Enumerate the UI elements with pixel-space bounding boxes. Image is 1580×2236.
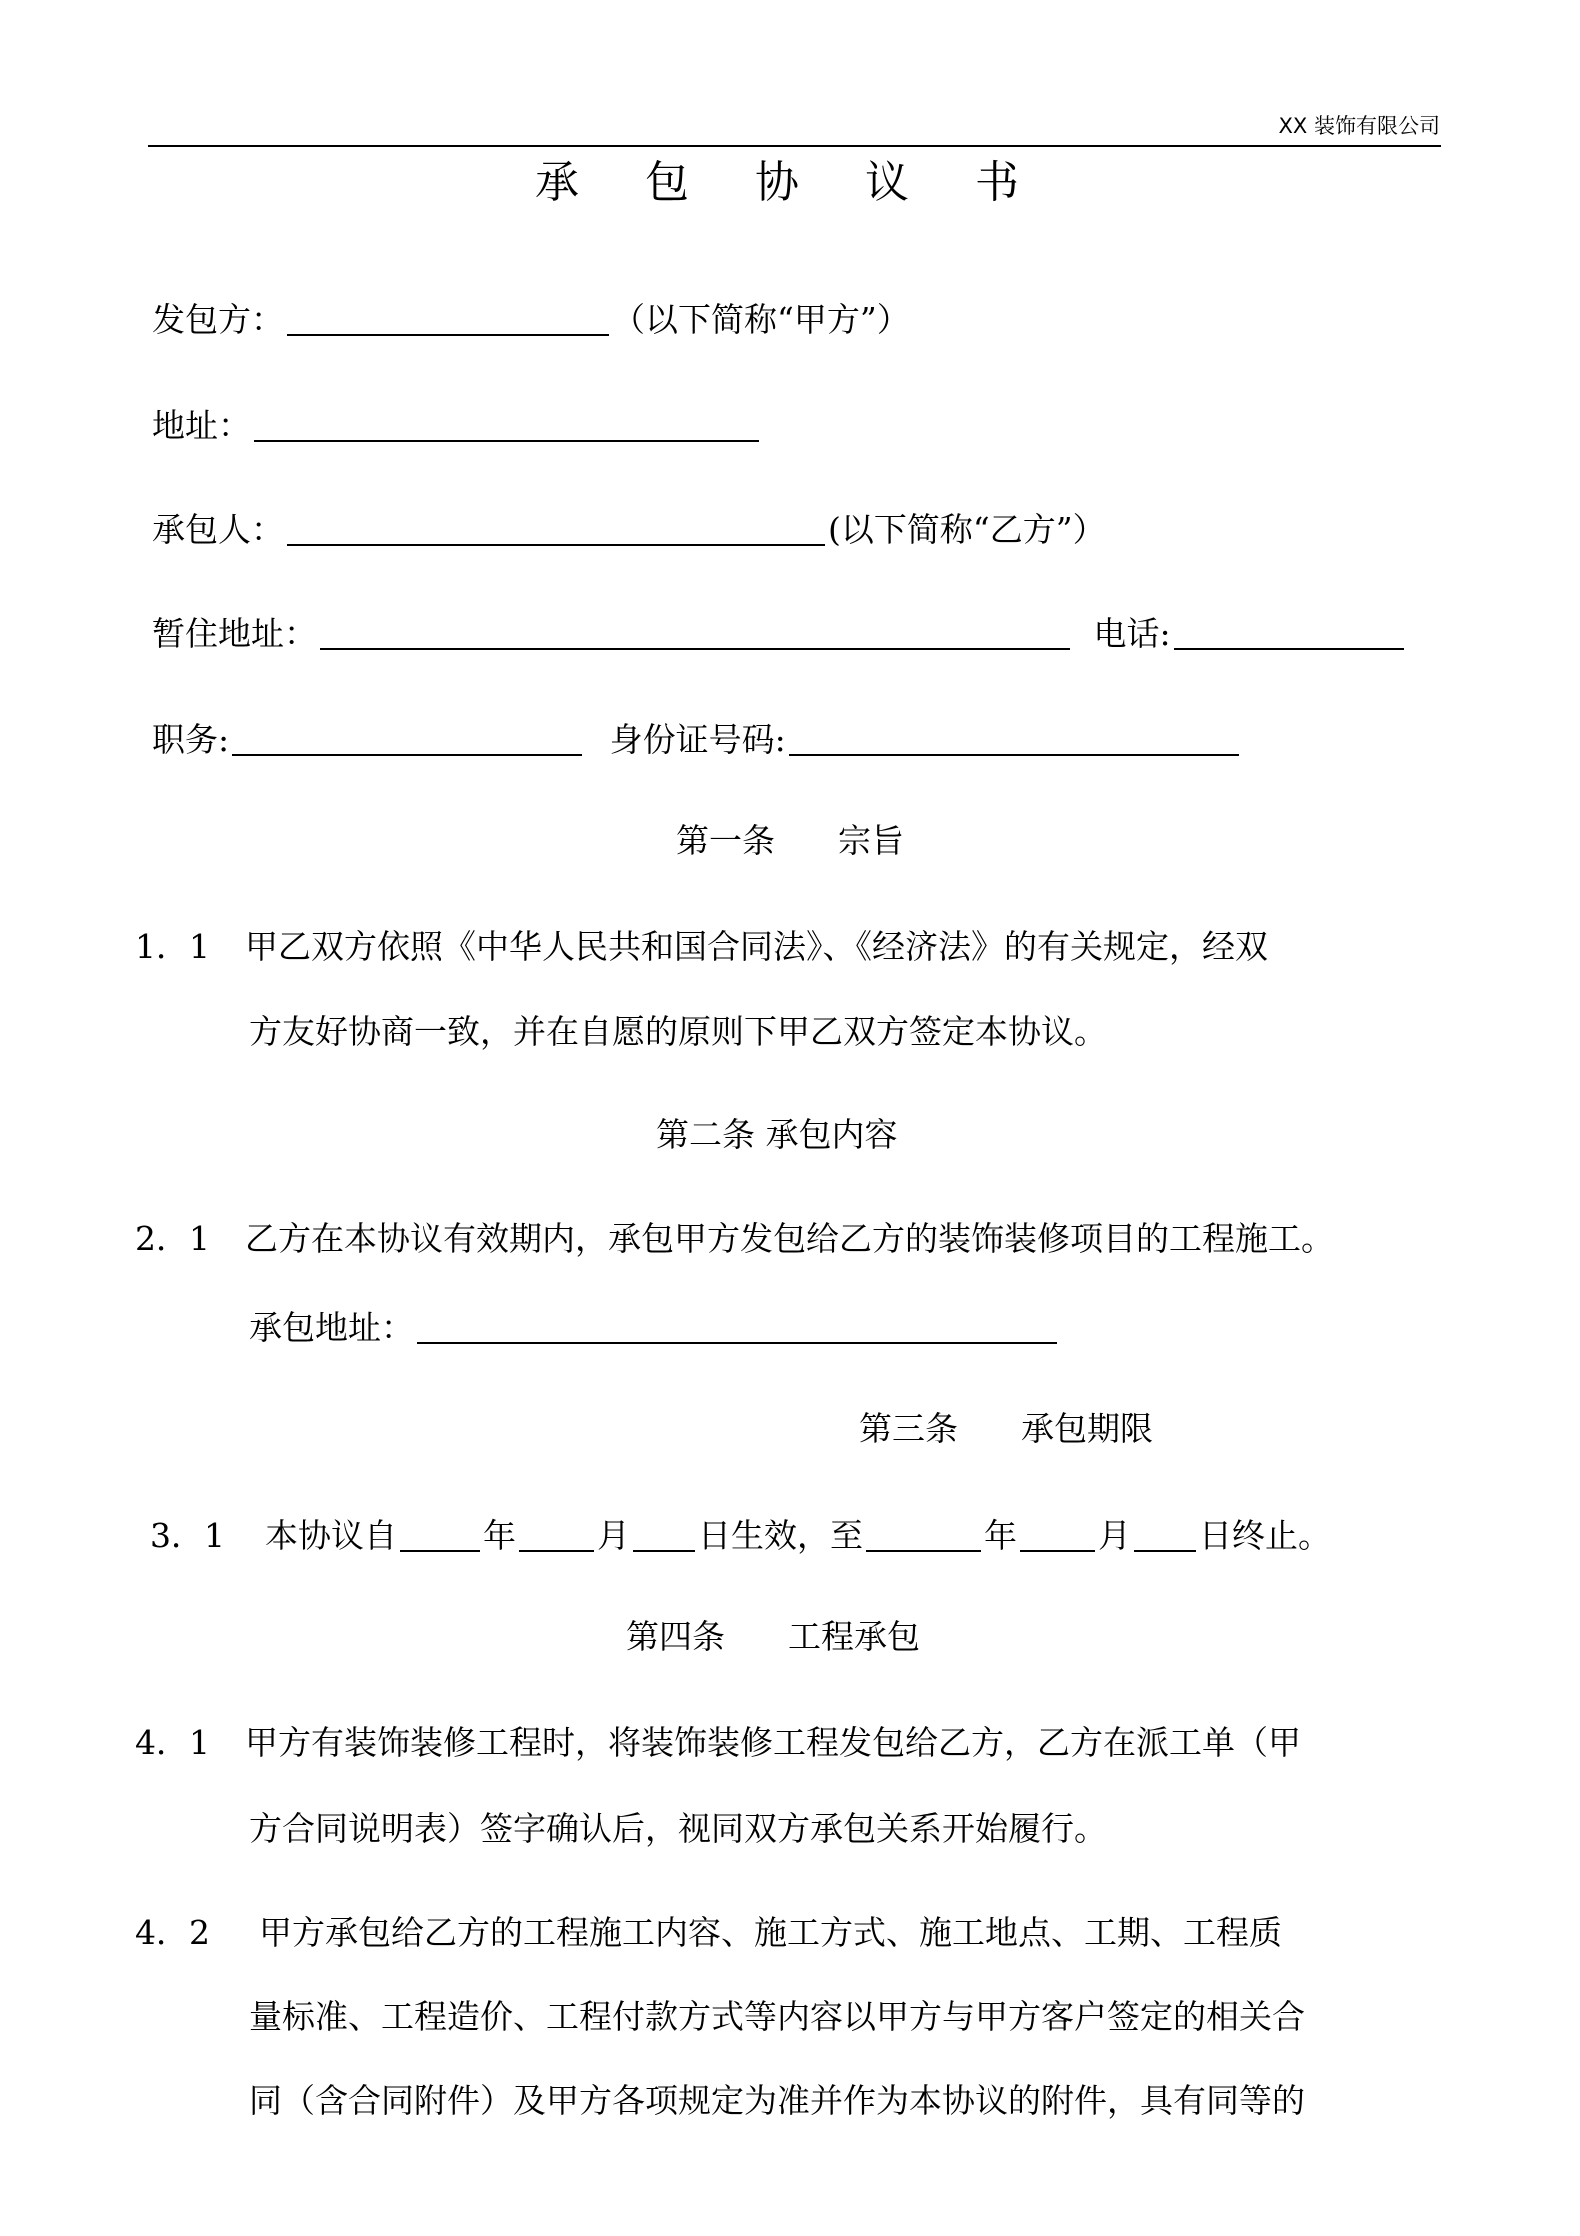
clause-text: 乙方在本协议有效期内，承包甲方发包给乙方的装饰装修项目的工程施工。 (245, 1219, 1334, 1258)
clause-4-2 (135, 1913, 1282, 1952)
contractee-suffix: (以下简称“乙方”） (828, 510, 1106, 549)
clause-number: 2．1 (135, 1219, 210, 1258)
contractor-suffix: （以下简称“甲方”） (612, 300, 910, 339)
article-2-heading: 第二条 承包内容 (656, 1115, 898, 1154)
position-field[interactable] (232, 720, 582, 756)
clause-4-1-cont: 方合同说明表）签字确认后，视同双方承包关系开始履行。 (249, 1809, 1107, 1848)
term-text-start: 本协议自 (265, 1516, 397, 1555)
year-label: 年 (984, 1516, 1017, 1555)
id-label: 身份证号码: (609, 720, 786, 759)
day-label: 日生效，至 (698, 1516, 863, 1555)
clause-text: 甲乙双方依照《中华人民共和国合同法》、《经济法》的有关规定，经双 (245, 927, 1268, 966)
position-label: 职务: (152, 720, 230, 759)
clause-4-2-cont-1: 量标准、工程造价、工程付款方式等内容以甲方与甲方客户签定的相关合 (249, 1997, 1305, 2036)
document-title: 承 包 协 议 书 (535, 157, 1045, 208)
end-year-field[interactable] (866, 1516, 981, 1552)
start-day-field[interactable] (633, 1516, 695, 1552)
start-year-field[interactable] (400, 1516, 480, 1552)
contractee-row (152, 510, 1106, 549)
clause-number: 4．2 (135, 1913, 210, 1952)
site-address-label: 承包地址： (249, 1308, 414, 1347)
phone-field[interactable] (1174, 614, 1404, 650)
company-name: XX 装饰有限公司 (1278, 114, 1440, 138)
site-address-field[interactable] (417, 1308, 1057, 1344)
end-month-field[interactable] (1020, 1516, 1095, 1552)
position-row (152, 720, 1242, 759)
clause-2-1 (135, 1219, 1334, 1258)
day-label: 日终止。 (1199, 1516, 1331, 1555)
phone-label: 电话: (1093, 614, 1171, 653)
clause-4-1 (135, 1723, 1301, 1762)
month-label: 月 (597, 1516, 630, 1555)
address-row (152, 406, 762, 445)
clause-3-1 (150, 1516, 1331, 1555)
clause-number: 3．1 (150, 1516, 225, 1555)
article-4-heading: 第四条 工程承包 (626, 1617, 920, 1656)
temp-address-row (152, 614, 1407, 653)
id-field[interactable] (789, 720, 1239, 756)
contractor-label: 发包方： (152, 300, 284, 339)
clause-2-1-cont (249, 1308, 1060, 1347)
clause-4-2-cont-2: 同（含合同附件）及甲方各项规定为准并作为本协议的附件，具有同等的 (249, 2081, 1305, 2120)
clause-1-1 (135, 927, 1268, 966)
contractor-field[interactable] (287, 300, 609, 336)
clause-text: 甲方承包给乙方的工程施工内容、施工方式、施工地点、工期、工程质 (259, 1913, 1282, 1952)
temp-address-label: 暂住地址： (152, 614, 317, 653)
contractee-label: 承包人： (152, 510, 284, 549)
clause-text: 甲方有装饰装修工程时，将装饰装修工程发包给乙方，乙方在派工单（甲 (245, 1723, 1301, 1762)
end-day-field[interactable] (1134, 1516, 1196, 1552)
address-label: 地址： (152, 406, 251, 445)
article-3-heading: 第三条 承包期限 (859, 1409, 1153, 1448)
temp-address-field[interactable] (320, 614, 1070, 650)
clause-number: 1．1 (135, 927, 210, 966)
year-label: 年 (483, 1516, 516, 1555)
start-month-field[interactable] (519, 1516, 594, 1552)
clause-1-1-cont: 方友好协商一致，并在自愿的原则下甲乙双方签定本协议。 (249, 1012, 1107, 1051)
contractee-field[interactable] (287, 510, 825, 546)
contractor-row (152, 300, 910, 339)
address-field[interactable] (254, 406, 759, 442)
article-1-heading: 第一条 宗旨 (676, 821, 904, 860)
month-label: 月 (1098, 1516, 1131, 1555)
clause-number: 4．1 (135, 1723, 210, 1762)
